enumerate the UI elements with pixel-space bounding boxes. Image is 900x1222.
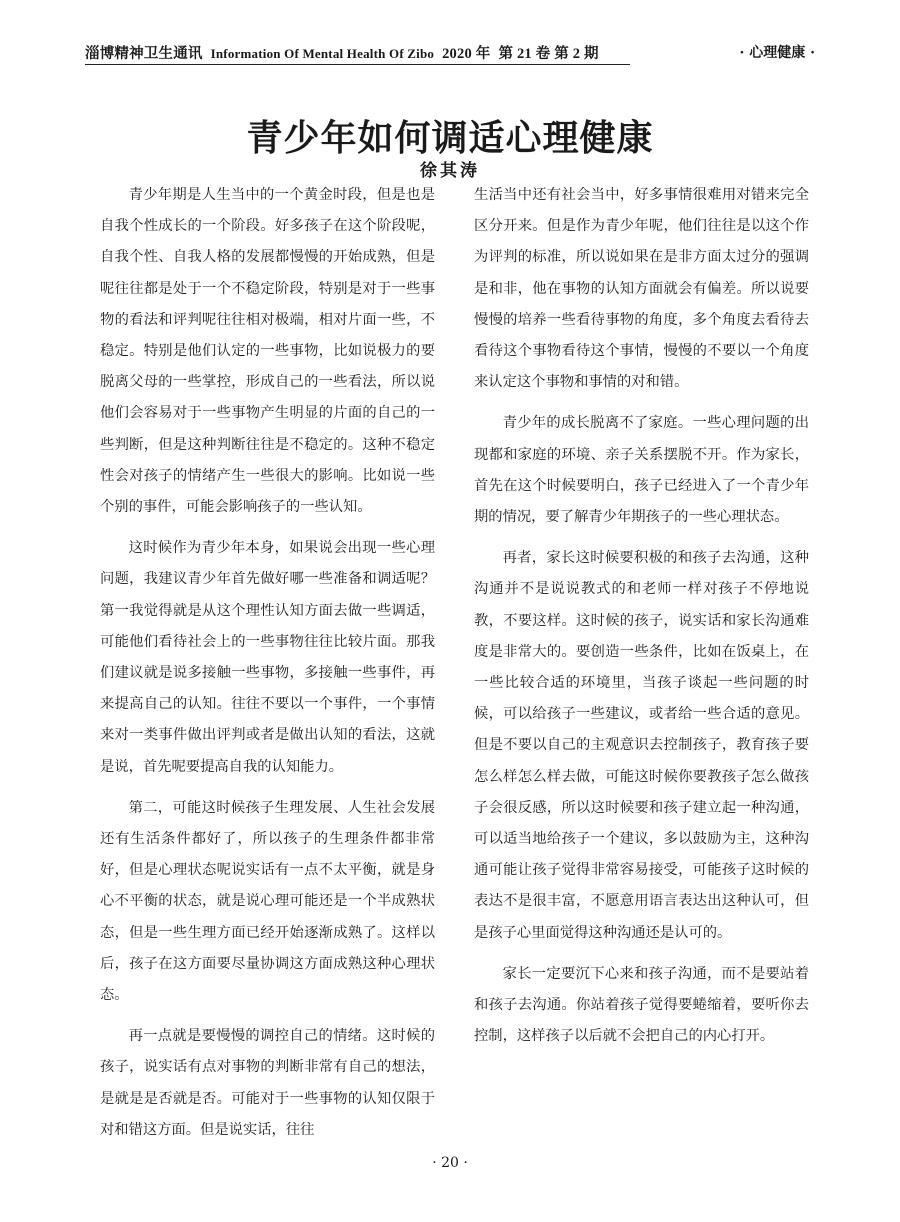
paragraph: 青少年期是人生当中的一个黄金时段，但是也是自我个性成长的一个阶段。好多孩子在这个阶段呢，自我个性、自我人格的发展都慢慢的开始成熟，但是呢往往都是处于一个不稳定阶段，特别是对于一些事物的看法和评判呢往往相对极端，相对片面一些，不稳定。特别是他们认定的一些事物，比如说极力的要脱离父母的一些掌控，形成自己的一些看法，所以说他们会容易对于一些事物产生明显的片面的自己的一些判断，但是这种判断往往是不稳定的。这种不稳定性会对孩子的情绪产生一些很大的影响。比如说一些个别的事件，可能会影响孩子的一些认知。 bbox=[100, 187, 435, 516]
paragraph: 家长一定要沉下心来和孩子沟通，而不是要站着和孩子去沟通。你站着孩子觉得要蜷缩着，要听你去控制，这样孩子以后就不会把自己的内心打开。 bbox=[474, 965, 809, 1045]
paragraph: 再一点就是要慢慢的调控自己的情绪。这时候的孩子，说实话有点对事物的判断非常有自己的想法，是就是是否就是否。可能对于一些事物的认知仅限于对和错这方面。但是说实话，往往 bbox=[100, 1028, 435, 1138]
paragraph: 第二，可能这时候孩子生理发展、人生社会发展还有生活条件都好了，所以孩子的生理条件都非常好，但是心理状态呢说实话有一点不太平衡，就是身心不平衡的状态，就是说心理可能还是一个半成熟状态，但是一些生理方面已经开始逐渐成熟了。这样以后，孩子在这方面要尽量协调这方面成熟这种心理状态。 bbox=[100, 799, 435, 1004]
journal-volume-issue: 第 21 卷 第 2 期 bbox=[498, 46, 599, 62]
page-number: · 20 · bbox=[432, 1155, 468, 1171]
journal-name-en: Information Of Mental Health Of Zibo bbox=[210, 46, 435, 61]
paragraph: 再者，家长这时候要积极的和孩子去沟通，这种沟通并不是说说教式的和老师一样对孩子不停地说教，不要这样。这时候的孩子，说实话和家长沟通难度是非常大的。要创造一些条件，比如在饭桌上，在一些比较合适的环境里，当孩子谈起一些问题的时候，可以给孩子一些建议，或者给一些合适的意见。但是不要以自己的主观意识去控制孩子，教育孩子要怎么样怎么样去做，可能这时候你要教孩子怎么做孩子会很反感，所以这时候要和孩子建立起一种沟通，可以适当地给孩子一个建议，多以鼓励为主，这种沟通可能让孩子觉得非常容易接受，可能孩子这时候的表达不是很丰富，不愿意用语言表达出这种认可，但是孩子心里面觉得这种沟通还是认可的。 bbox=[474, 550, 809, 941]
article-author: 徐其涛 bbox=[420, 161, 480, 181]
journal-name-cn: 淄博精神卫生通讯 bbox=[85, 46, 203, 62]
header-rule bbox=[85, 64, 630, 65]
journal-year: 2020 年 bbox=[442, 46, 491, 62]
journal-masthead bbox=[85, 42, 607, 63]
section-label: · 心理健康 · bbox=[739, 45, 815, 61]
article-title: 青少年如何调适心理健康 bbox=[246, 117, 654, 159]
right-column bbox=[474, 180, 809, 1062]
left-column bbox=[100, 180, 435, 1156]
paragraph: 青少年的成长脱离不了家庭。一些心理问题的出现都和家庭的环境、亲子关系摆脱不开。作为家长，首先在这个时候要明白，孩子已经进入了一个青少年期的情况，要了解青少年期孩子的一些心理状态。 bbox=[474, 415, 809, 526]
paragraph-continued: 生活当中还有社会当中，好多事情很难用对错来完全区分开来。但是作为青少年呢，他们往往是以这个作为评判的标准，所以说如果在是非方面太过分的强调是和非，他在事物的认知方面就会有偏差。所以说要慢慢的培养一些看待事物的角度，多个角度去看待去看待这个事物看待这个事情，慢慢的不要以一个角度来认定这个事物和事情的对和错。 bbox=[474, 187, 809, 391]
paragraph: 这时候作为青少年本身，如果说会出现一些心理问题，我建议青少年首先做好哪一些准备和调适呢？第一我觉得就是从这个理性认知方面去做一些调适，可能他们看待社会上的一些事物往往比较片面。那我们建议就是说多接触一些事物，多接触一些事件，再来提高自己的认知。往往不要以一个事件，一个事情来对一类事件做出评判或者是做出认知的看法，这就是说，首先呢要提高自我的认知能力。 bbox=[100, 540, 435, 775]
running-header bbox=[85, 36, 815, 66]
